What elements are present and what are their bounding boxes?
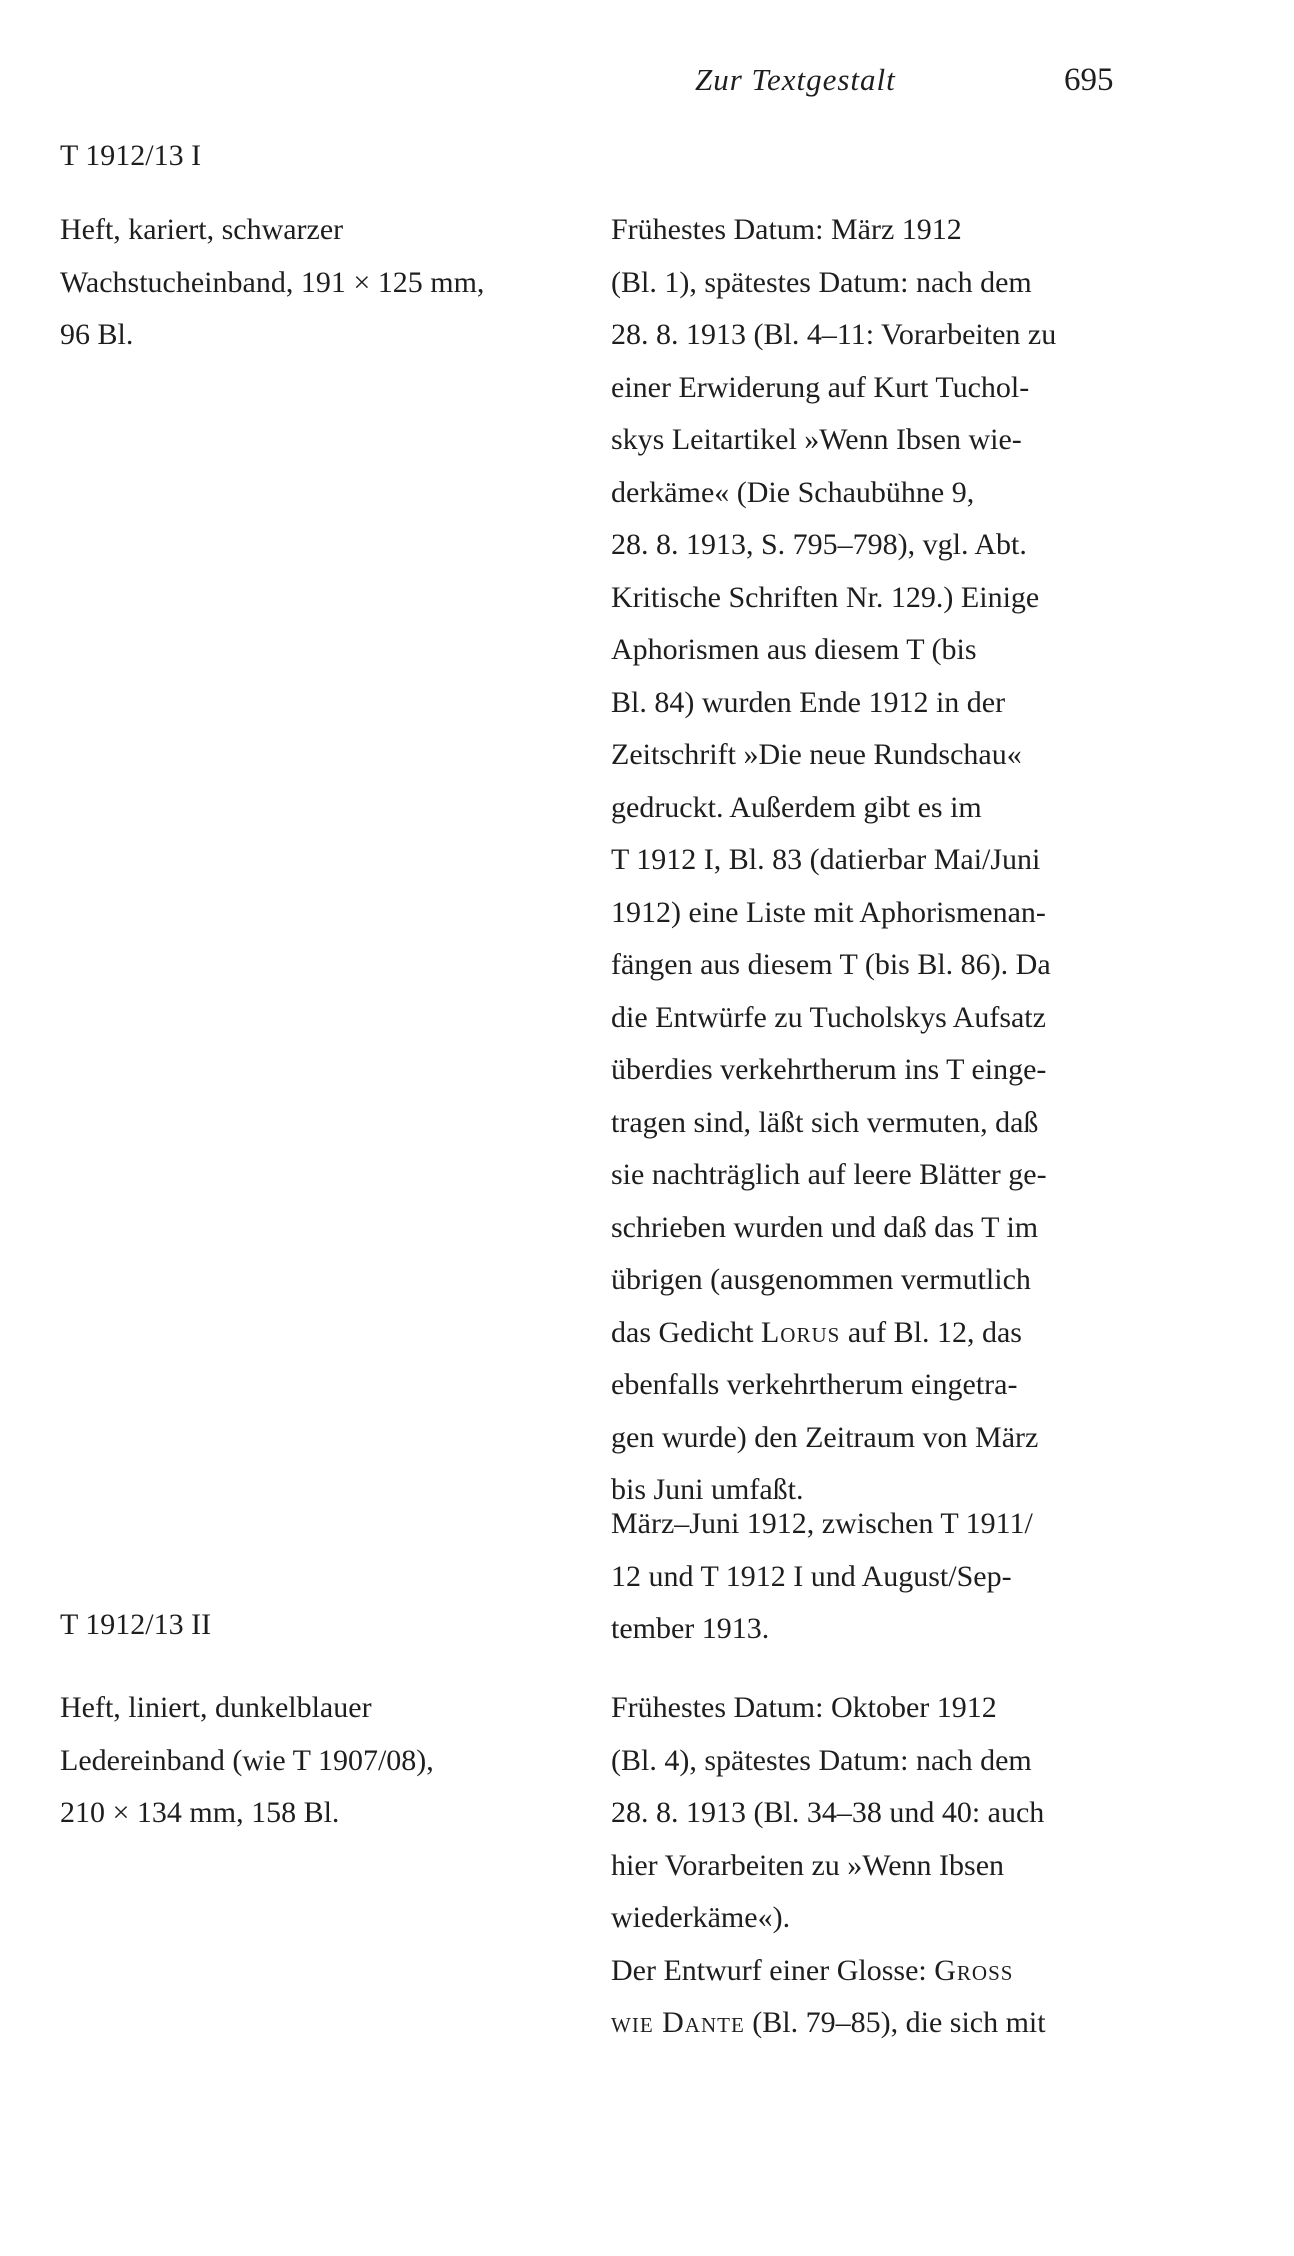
- text-line: Heft, kariert, schwarzer: [60, 213, 344, 246]
- text-line: Heft, liniert, dunkelblauer: [60, 1691, 372, 1724]
- text-line: hier Vorarbeiten zu »Wenn Ibsen: [611, 1848, 1005, 1882]
- entry-description: [60, 1682, 565, 1840]
- page-number: 695: [1064, 62, 1114, 98]
- text-line: übrigen (ausgenommen vermutlich: [611, 1263, 1031, 1296]
- text-line: bis Juni umfaßt.: [611, 1473, 804, 1506]
- text-line: Kritische Schriften Nr. 129.) Einige: [611, 580, 1040, 614]
- text-line: die Entwürfe zu Tucholskys Aufsatz: [611, 1000, 1046, 1034]
- text-line: [611, 1945, 1144, 1998]
- text-line: tragen sind, läßt sich vermuten, daß: [611, 1105, 1039, 1139]
- text-segment: auf Bl. 12, das: [840, 1315, 1022, 1349]
- text-line: ebenfalls verkehrtherum eingetra-: [611, 1368, 1018, 1401]
- entry-notes: [611, 1682, 1144, 2050]
- text-line: 28. 8. 1913, S. 795–798), vgl. Abt.: [611, 528, 1027, 561]
- text-line: schrieben wurden und daß das T im: [611, 1210, 1039, 1244]
- text-segment: Der Entwurf einer Glosse:: [611, 1953, 935, 1987]
- text-line: einer Erwiderung auf Kurt Tuchol-: [611, 370, 1030, 404]
- text-line: (Bl. 4), spätestes Datum: nach dem: [611, 1743, 1032, 1777]
- text-line: 210 × 134 mm, 158 Bl.: [60, 1796, 340, 1829]
- text-line: (Bl. 1), spätestes Datum: nach dem: [611, 265, 1032, 299]
- small-caps-title: Gross: [934, 1953, 1014, 1987]
- text-line: wiederkäme«).: [611, 1901, 791, 1934]
- text-segment: (Bl. 79–85), die sich mit: [744, 2006, 1046, 2039]
- entry-siglum: T 1912/13 I: [60, 139, 202, 172]
- entry-siglum: T 1912/13 II: [60, 1608, 212, 1641]
- text-line: fängen aus diesem T (bis Bl. 86). Da: [611, 948, 1051, 981]
- small-caps-title: wie Dante: [611, 2006, 745, 2039]
- text-line: 28. 8. 1913 (Bl. 4–11: Vorarbeiten zu: [611, 318, 1057, 351]
- text-line: derkäme« (Die Schaubühne 9,: [611, 475, 975, 509]
- text-line: T 1912 I, Bl. 83 (datierbar Mai/Juni: [611, 843, 1041, 876]
- text-line: tember 1913.: [611, 1612, 770, 1645]
- text-line: gen wurde) den Zeitraum von März: [611, 1420, 1039, 1454]
- entry-description: [60, 204, 565, 362]
- text-line: 28. 8. 1913 (Bl. 34–38 und 40: auch: [611, 1796, 1045, 1829]
- text-line: [611, 1307, 1144, 1360]
- running-title: Zur Textgestalt: [695, 62, 896, 97]
- text-line: 12 und T 1912 I und August/Sep-: [611, 1559, 1012, 1593]
- text-line: Ledereinband (wie T 1907/08),: [60, 1743, 434, 1777]
- text-line: Bl. 84) wurden Ende 1912 in der: [611, 685, 1006, 719]
- text-line: überdies verkehrtherum ins T einge-: [611, 1053, 1047, 1086]
- text-line: 1912) eine Liste mit Aphorismenan-: [611, 895, 1046, 929]
- text-line: Frühestes Datum: Oktober 1912: [611, 1691, 997, 1724]
- text-line: gedruckt. Außerdem gibt es im: [611, 790, 982, 824]
- text-line: 96 Bl.: [60, 318, 134, 351]
- text-segment: das Gedicht: [611, 1315, 761, 1349]
- entry-notes: [611, 204, 1144, 1517]
- text-line: [611, 1997, 1144, 2050]
- text-line: Aphorismen aus diesem T (bis: [611, 633, 977, 666]
- text-line: sie nachträglich auf leere Blätter ge-: [611, 1158, 1047, 1191]
- text-line: Frühestes Datum: März 1912: [611, 213, 962, 246]
- text-line: skys Leitartikel »Wenn Ibsen wie-: [611, 423, 1022, 456]
- text-line: März–Juni 1912, zwischen T 1911/: [611, 1507, 1033, 1540]
- small-caps-title: Lorus: [760, 1315, 841, 1349]
- text-line: Wachstucheinband, 191 × 125 mm,: [60, 265, 485, 299]
- entry-dating: [611, 1498, 1144, 1656]
- text-line: Zeitschrift »Die neue Rundschau«: [611, 738, 1022, 771]
